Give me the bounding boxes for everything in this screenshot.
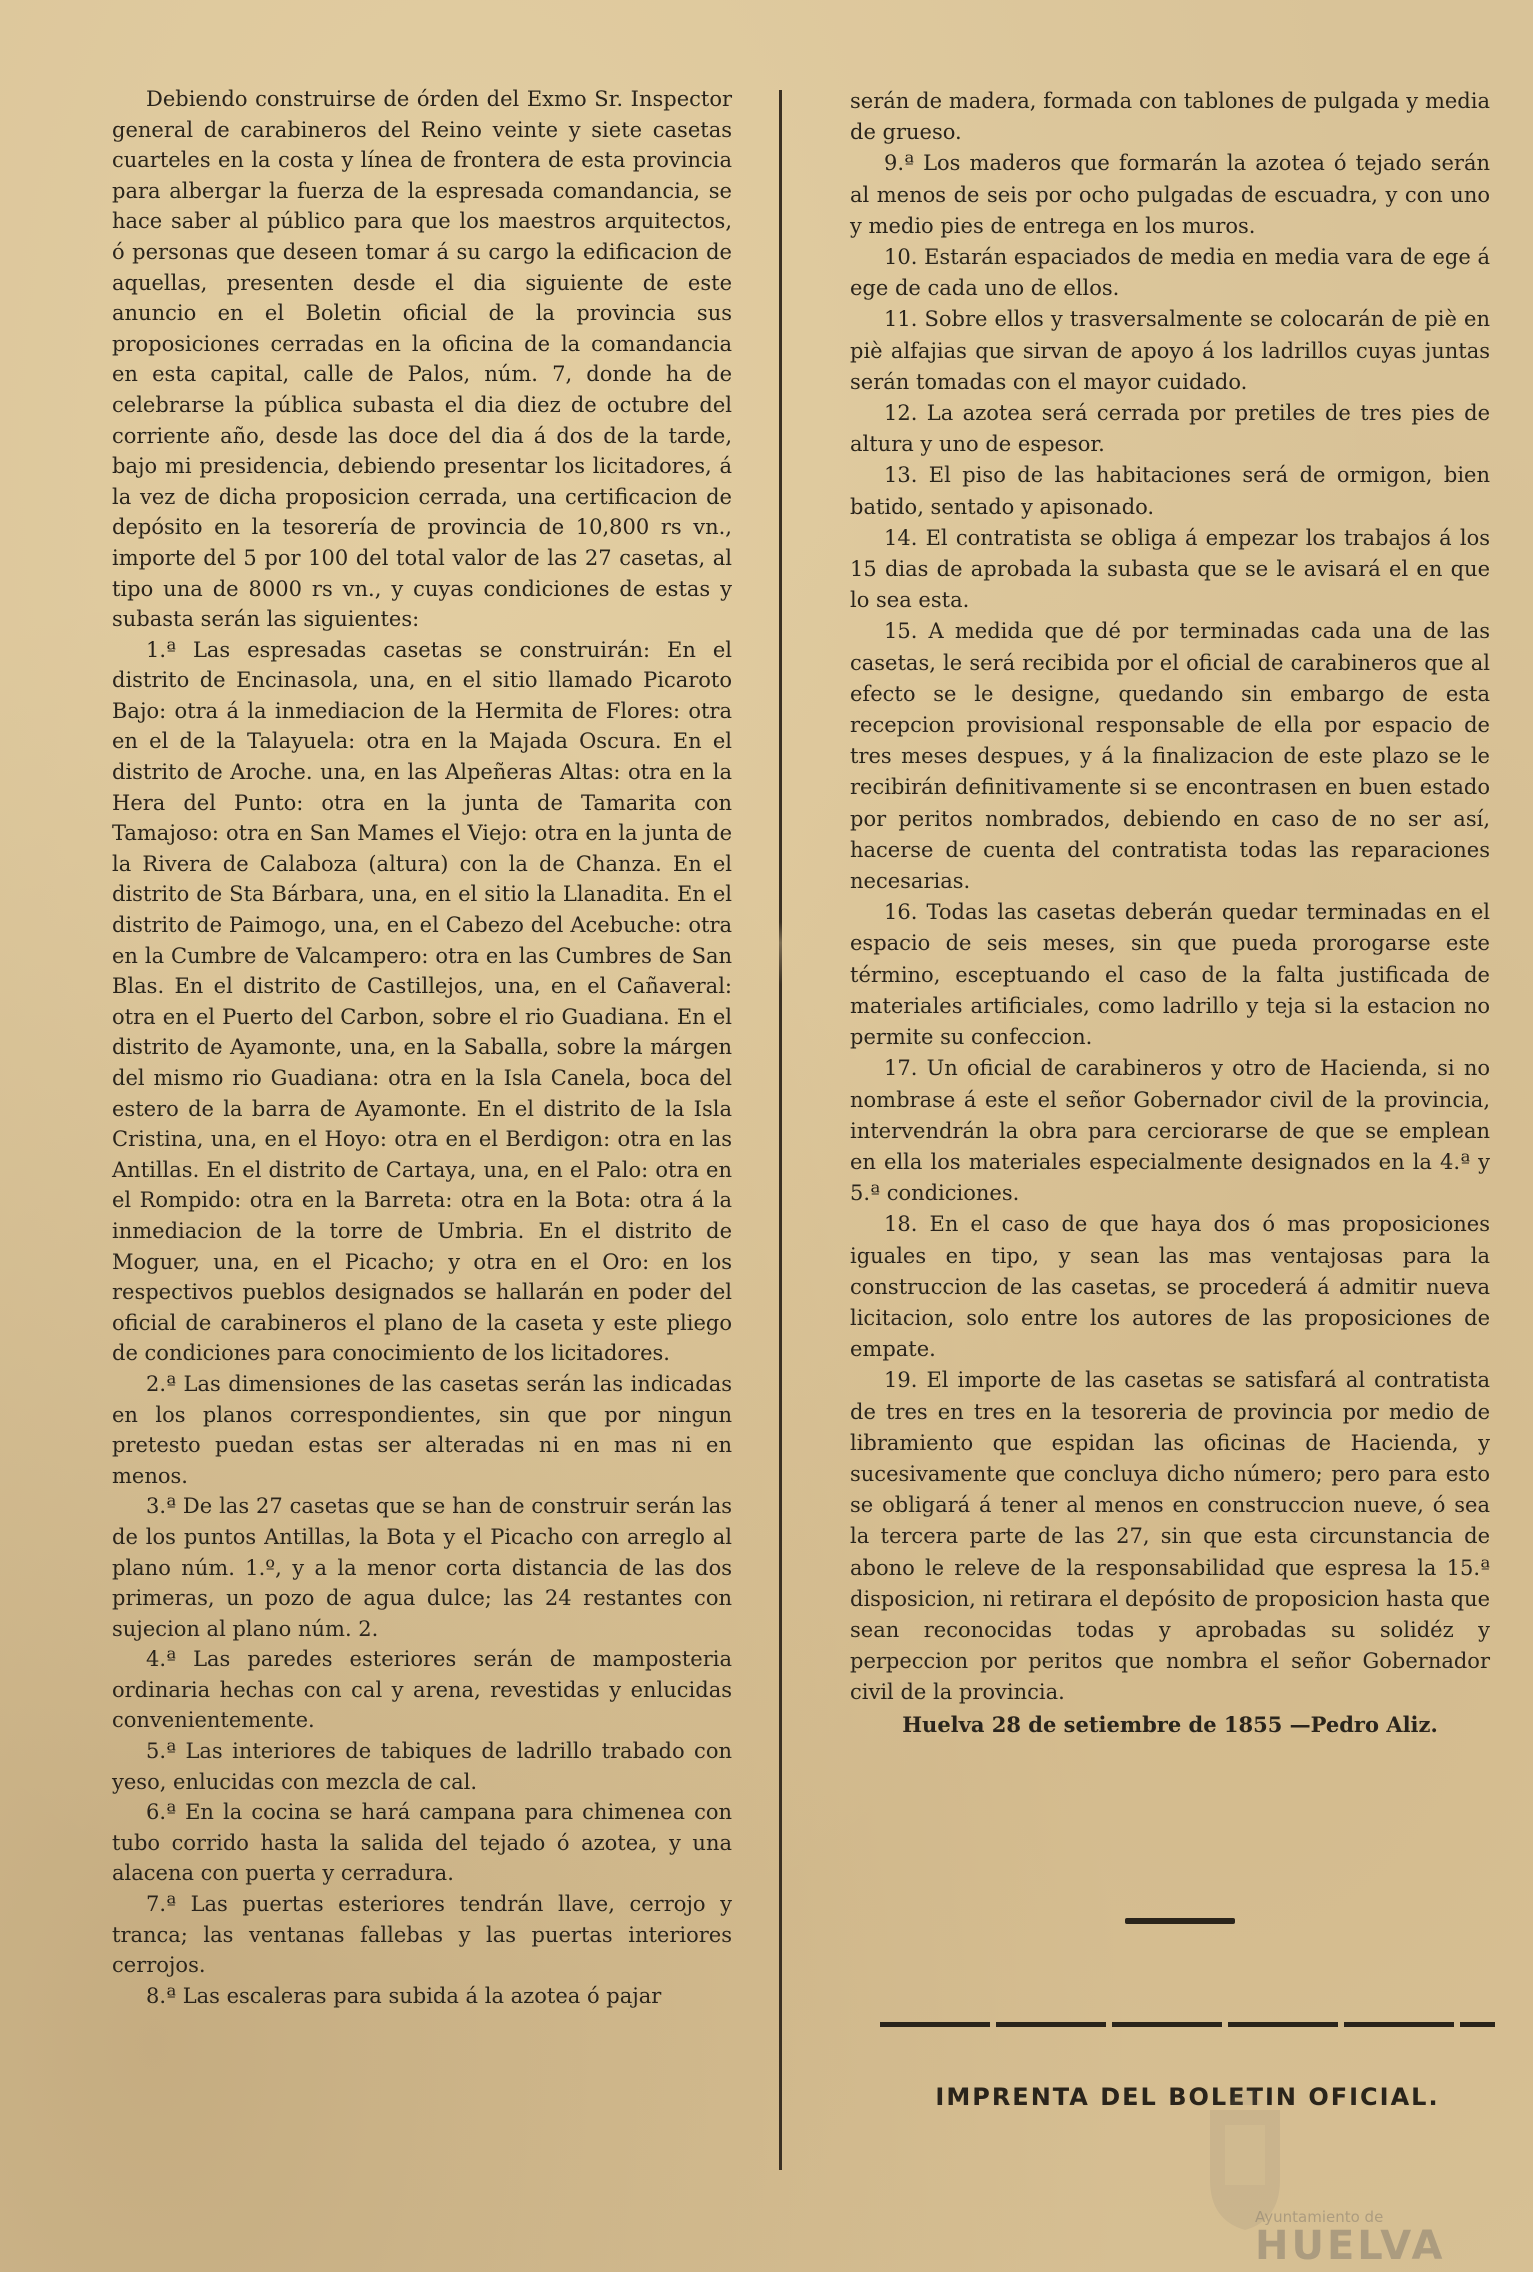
intro-paragraph: Debiendo construirse de órden del Exmo Sr. Inspector general de carabineros del Reino veinte y siete casetas cuarteles en la costa y línea de frontera de esta provincia para albergar la fuerza de la espresada comandancia, se hace saber al público para que los maestros arquitectos, ó personas que deseen tomar á su cargo la edificacion de aquellas, presenten desde el dia siguiente de este anuncio en el Boletin oficial de la provincia sus proposiciones cerradas en la oficina de la comandancia en esta capital, calle de Palos, núm. 7, donde ha de celebrarse la pública subasta el dia diez de octubre del corriente año, desde las doce del dia á dos de la tarde, bajo mi presidencia, debiendo presentar los licitadores, á la vez de dicha proposicion cerrada, una certificacion de depósito en la tesorería de provincia de 10,800 rs vn., importe del 5 por 100 del total valor de las 27 casetas, al tipo una de 8000 rs vn., y cuyas condiciones de estas y subasta serán las siguientes: bbox=[112, 87, 732, 632]
condition-9: 9.ª Los maderos que formarán la azotea ó tejado serán al menos de seis por ocho pulgadas de escuadra, y con uno y medio pies de entrega en los muros. bbox=[850, 151, 1490, 238]
condition-3: 3.ª De las 27 casetas que se han de construir serán las de los puntos Antillas, la Bota y el Picacho con arreglo al plano núm. 1.º, y a la menor corta distancia de las dos primeras, un pozo de agua dulce; las 24 restantes con sujecion al plano núm. 2. bbox=[112, 1494, 732, 1641]
condition-18: 18. En el caso de que haya dos ó mas proposiciones iguales en tipo, y sean las mas ventajosas para la construccion de las casetas, se procederá á admitir nueva licitacion, solo entre los autores de las proposiciones de empate. bbox=[850, 1212, 1490, 1362]
dashed-divider bbox=[880, 2022, 1495, 2027]
signature-line: Huelva 28 de setiembre de 1855 —Pedro Aliz. bbox=[902, 1711, 1438, 1737]
condition-14: 14. El contratista se obliga á empezar los trabajos á los 15 dias de aprobada la subasta que se le avisará el en que lo sea esta. bbox=[850, 525, 1490, 613]
condition-11: 11. Sobre ellos y trasversalmente se colocarán de piè en piè alfajias que sirvan de apoyo á los ladrillos cuyas juntas serán tomadas con el mayor cuidado. bbox=[850, 307, 1490, 394]
condition-8-start: 8.ª Las escaleras para subida á la azotea ó pajar bbox=[146, 1983, 662, 2008]
condition-17: 17. Un oficial de carabineros y otro de Hacienda, si no nombrase á este el señor Gobernador civil de la provincia, intervendrán la obra para cerciorarse de que se emplean en ella los materiales especialmente designados en la 4.ª y 5.ª condiciones. bbox=[850, 1056, 1490, 1206]
condition-10: 10. Estarán espaciados de media en media vara de ege á ege de cada uno de ellos. bbox=[850, 245, 1490, 301]
condition-13: 13. El piso de las habitaciones será de ormigon, bien batido, sentado y apisonado. bbox=[850, 463, 1490, 519]
condition-16: 16. Todas las casetas deberán quedar terminadas en el espacio de seis meses, sin que pueda prorogarse este término, esceptuando el caso de la falta justificada de materiales artificiales, como ladrillo y teja si la estacion no permite su confeccion. bbox=[850, 900, 1490, 1050]
watermark-line1: Ayuntamiento de bbox=[1255, 2208, 1384, 2226]
condition-7: 7.ª Las puertas esteriores tendrán llave, cerrojo y tranca; las ventanas fallebas y las puertas interiores cerrojos. bbox=[112, 1892, 732, 1978]
condition-6: 6.ª En la cocina se hará campana para chimenea con tubo corrido hasta la salida del tejado ó azotea, y una alacena con puerta y cerradura. bbox=[112, 1800, 732, 1886]
condition-8-end: serán de madera, formada con tablones de pulgada y media de grueso. bbox=[850, 89, 1490, 145]
watermark-text bbox=[1255, 2208, 1455, 2269]
condition-5: 5.ª Las interiores de tabiques de ladrillo trabado con yeso, enlucidas con mezcla de cal. bbox=[112, 1739, 732, 1794]
left-column bbox=[112, 84, 732, 2011]
condition-15: 15. A medida que dé por terminadas cada una de las casetas, le será recibida por el oficial de carabineros que al efecto se le designe, quedando sin embargo de esta recepcion provisional responsable de ella por espacio de tres meses despues, y á la finalizacion de este plazo se le recibirán definitivamente si se encontrasen en buen estado por peritos nombrados, debiendo en caso de no ser así, hacerse de cuenta del contratista todas las reparaciones necesarias. bbox=[850, 619, 1490, 894]
watermark-line2: HUELVA bbox=[1255, 2223, 1446, 2269]
condition-19: 19. El importe de las casetas se satisfará al contratista de tres en tres en la tesoreria de provincia por medio de libramiento que espidan las oficinas de Hacienda, y sucesivamente que concluya dicho número; pero para esto se obligará á tener al menos en construccion nueve, ó sea la tercera parte de las 27, sin que esta circunstancia de abono le releve de la responsabilidad que espresa la 15.ª disposicion, ni retirara el depósito de proposicion hasta que sean reconocidas todas y aprobadas su solidéz y perpeccion por peritos que nombra el señor Gobernador civil de la provincia. bbox=[850, 1368, 1490, 1705]
condition-1: 1.ª Las espresadas casetas se construirán: En el distrito de Encinasola, una, en el sitio llamado Picaroto Bajo: otra á la inmediacion de la Hermita de Flores: otra en el de la Talayuela: otra en la Majada Oscura. En el distrito de Aroche. una, en las Alpeñeras Altas: otra en la Hera del Punto: otra en la junta de Tamarita con Tamajoso: otra en San Mames el Viejo: otra en la junta de la Rivera de Calaboza (altura) con la de Chanza. En el distrito de Sta Bárbara, una, en el sitio la Llanadita. En el distrito de Paimogo, una, en el Cabezo del Acebuche: otra en la Cumbre de Valcampero: otra en las Cumbres de San Blas. En el distrito de Castillejos, una, en el Cañaveral: otra en el Puerto del Carbon, sobre el rio Guadiana. En el distrito de Ayamonte, una, en la Saballa, sobre la márgen del mismo rio Guadiana: otra en la Isla Canela, boca del estero de la barra de Ayamonte. En el distrito de la Isla Cristina, una, en el Hoyo: otra en el Berdigon: otra en las Antillas. En el distrito de Cartaya, una, en el Palo: otra en el Rompido: otra en la Barreta: otra en la Bota: otra á la inmediacion de la torre de Umbria. En el distrito de Moguer, una, en el Picacho; y otra en el Oro: en los respectivos pueblos designados se hallarán en poder del oficial de carabineros el plano de la caseta y este pliego de condiciones para conocimiento de los licitadores. bbox=[112, 637, 732, 1366]
condition-2: 2.ª Las dimensiones de las casetas serán las indicadas en los planos correspondientes, sin que por ningun pretesto puedan estas ser alteradas ni en mas ni en menos. bbox=[112, 1371, 732, 1488]
condition-4: 4.ª Las paredes esteriores serán de mamposteria ordinaria hechas con cal y arena, revestidas y enlucidas convenientemente. bbox=[112, 1647, 732, 1733]
printer-imprint: IMPRENTA DEL BOLETIN OFICIAL. bbox=[935, 2083, 1440, 2111]
right-column bbox=[850, 86, 1490, 1740]
short-divider bbox=[1125, 1918, 1235, 1924]
condition-12: 12. La azotea será cerrada por pretiles de tres pies de altura y uno de espesor. bbox=[850, 401, 1490, 457]
column-divider bbox=[779, 90, 782, 2170]
